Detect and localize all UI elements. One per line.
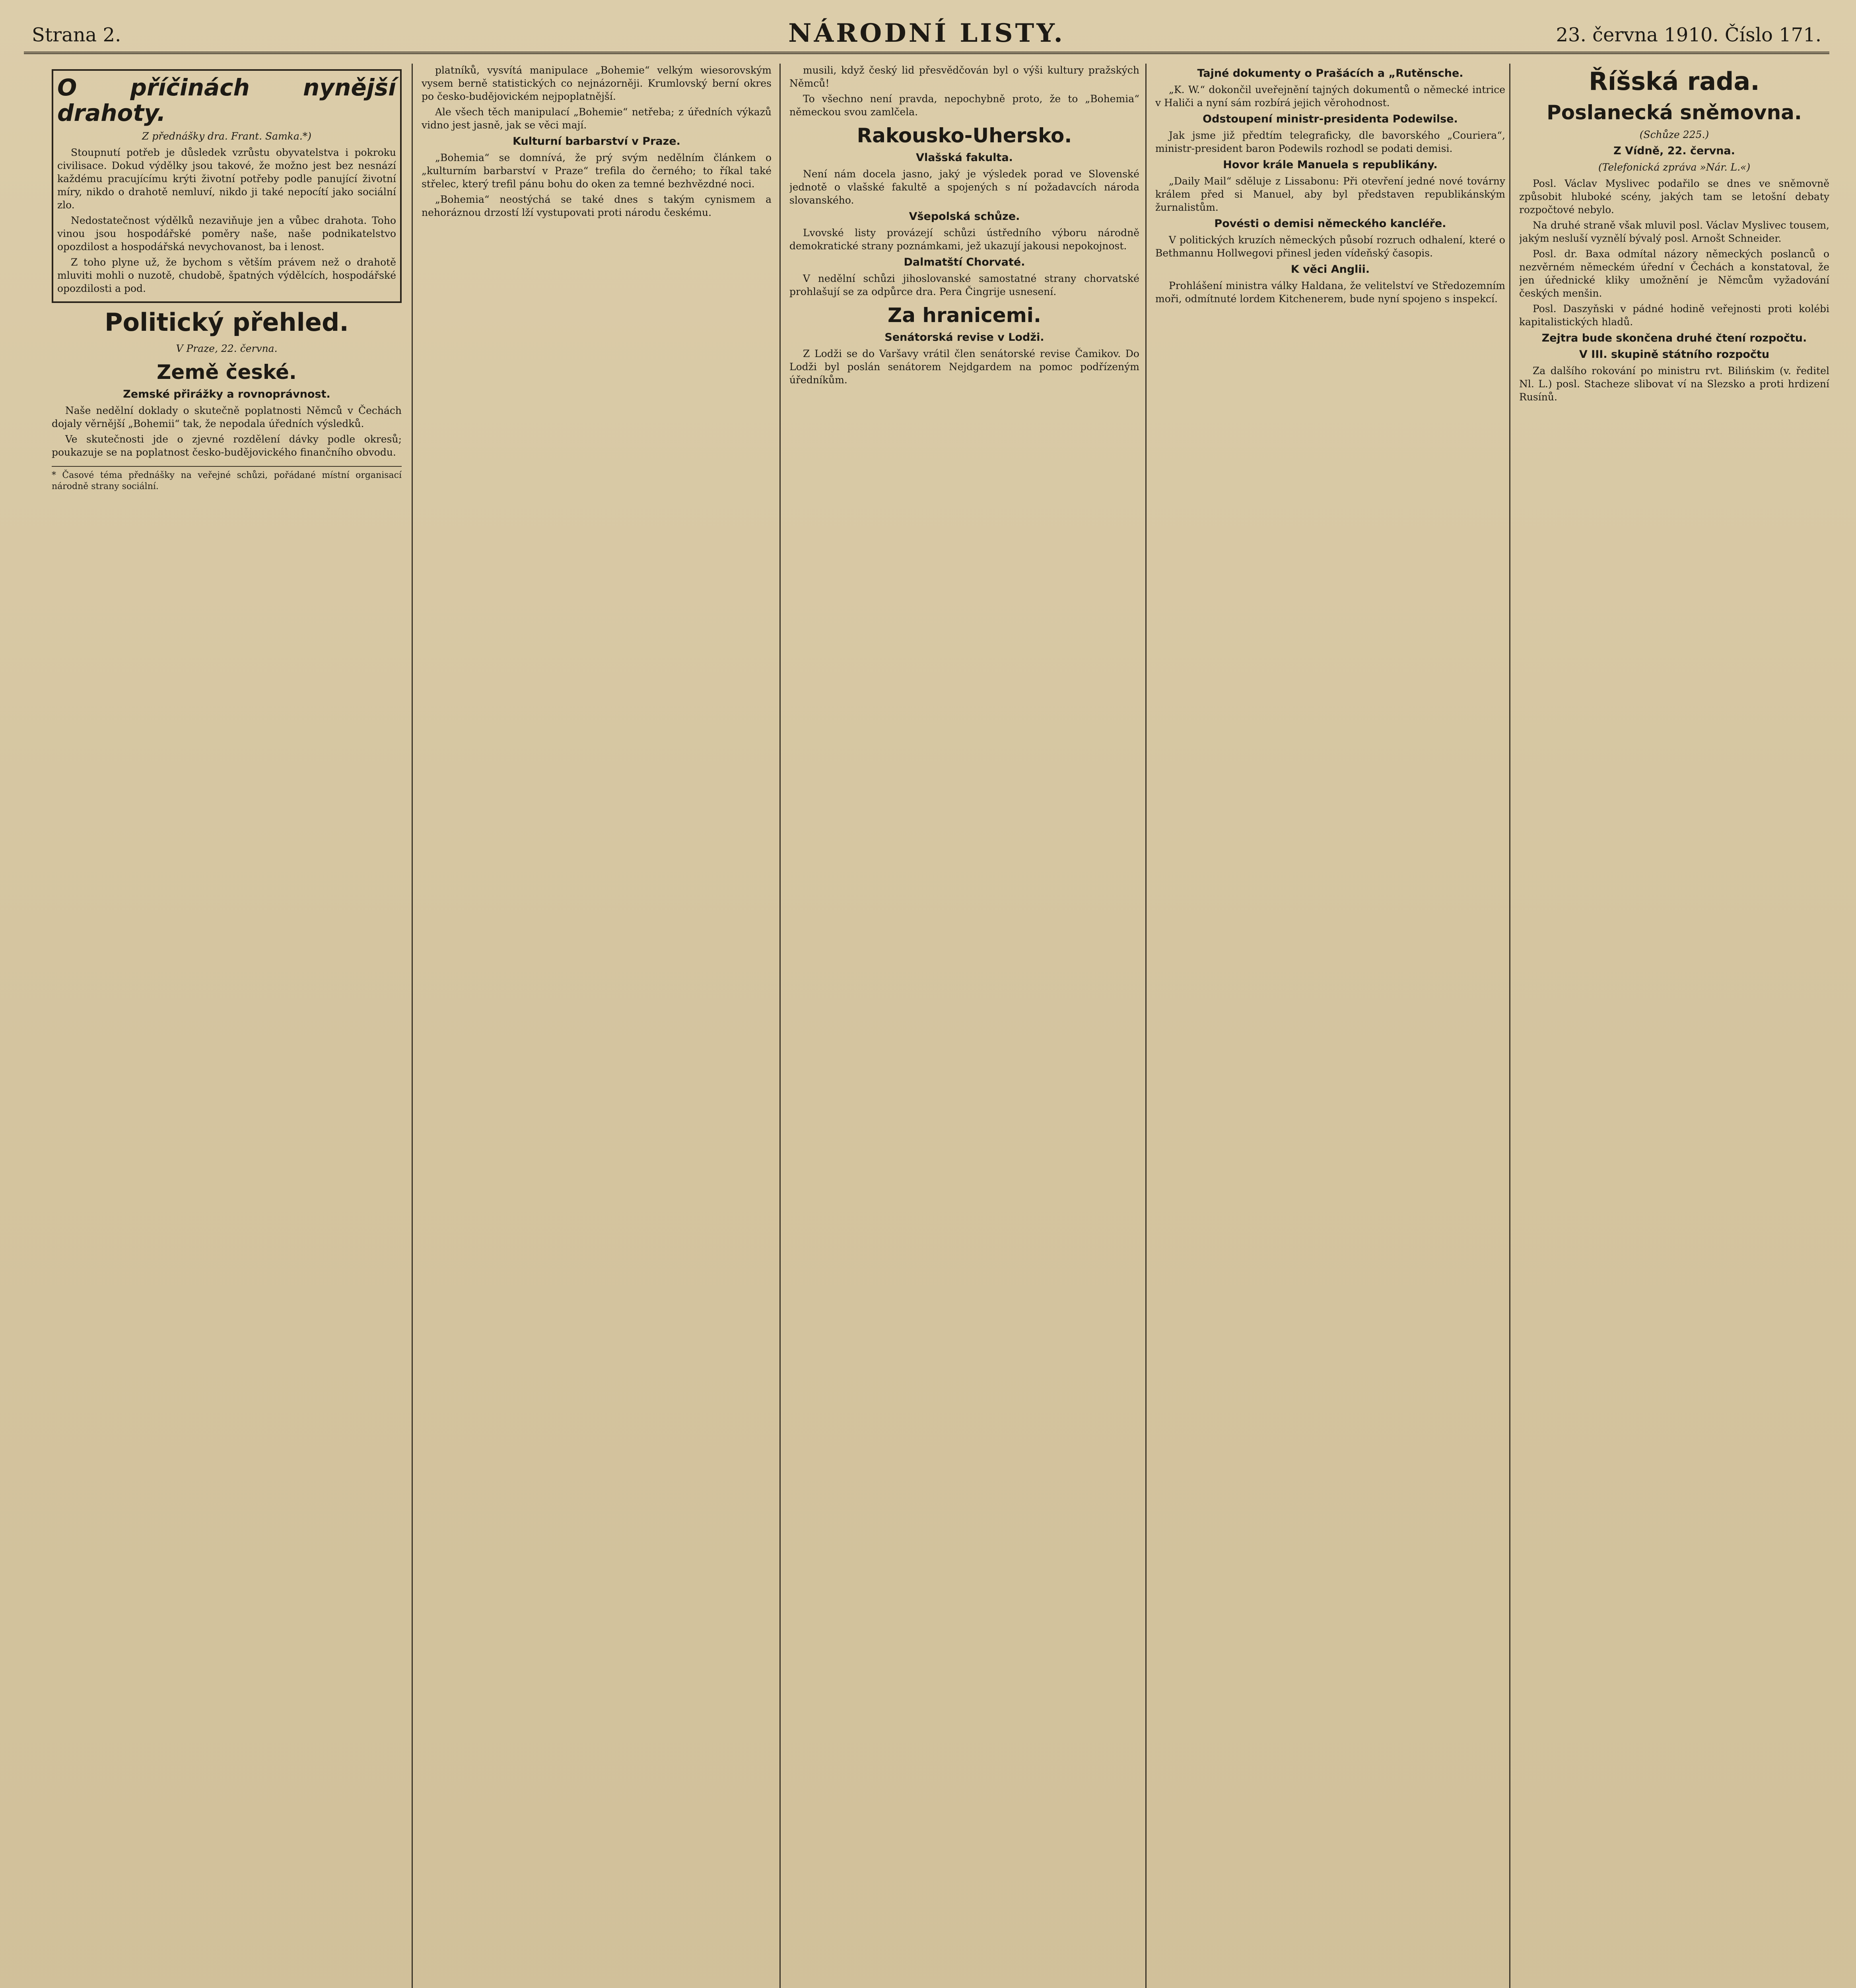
column-rule [779, 64, 781, 1988]
paragraph: Na druhé straně však mluvil posl. Václav Myslivec tousem, jakým nesluší vyznělí bývalý posl. Arnošt Schneider. [1519, 219, 1829, 244]
paragraph: musili, když český lid přesvědčován byl o výši kultury pražských Němců! [789, 64, 1139, 89]
paragraph: V politických kruzích německých působí rozruch odhalení, které o Bethmannu Hollwegovi přinesl jeden vídeňský časopis. [1155, 234, 1505, 259]
paragraph: Naše nedělní doklady o skutečně poplatnosti Němců v Čechách dojaly věrnější „Bohemii“ tak, že nepodala úředních výsledků. [52, 405, 402, 429]
column-1 [52, 64, 402, 1988]
source-note: (Telefonická zpráva »Nár. L.«) [1598, 161, 1751, 173]
section-heading: Rakousko-Uhersko. [857, 124, 1072, 147]
paragraph: Posl. Václav Myslivec podařilo se dnes ve sněmovně způsobit hluboké scény, jakých tam se letošní debaty rozpočtové nebylo. [1519, 178, 1829, 215]
paragraph: Prohlášení ministra války Haldana, že velitelství ve Středozemním moři, odmítnuté lordem Kitchenerem, bude nyní spojeno s inspekcí. [1155, 280, 1505, 305]
article-byline: Z přednášky dra. Frant. Samka.*) [142, 130, 312, 142]
paragraph: Stoupnutí potřeb je důsledek vzrůstu obyvatelstva i pokroku civilisace. Dokud výdělky jsou takové, že možno jest bez nesnází každému pracujícímu krýti životní potřeby podle panující životní míry, nikdo o drahotě nemluví, nikdo ji také nepocítí jako sociální zlo. [57, 147, 396, 211]
subheading: Hovor krále Manuela s republikány. [1223, 159, 1438, 171]
issue-date: 23. června 1910. Číslo 171. [1556, 24, 1821, 46]
subheading: Vlašská fakulta. [916, 151, 1013, 164]
paragraph: Z Lodži se do Varšavy vrátil člen senátorské revise Čamikov. Do Lodži byl poslán senátorem Nejdgardem na pomoc podřízeným úředníkům. [789, 348, 1139, 386]
column-2 [422, 64, 772, 1988]
paragraph: V nedělní schůzi jihoslovanské samostatné strany chorvatské prohlašují se za odpůrce dra. Pera Čingrije usnesení. [789, 273, 1139, 297]
paragraph: To všechno není pravda, nepochybně proto, že to „Bohemia“ německou svou zamlčela. [789, 93, 1139, 118]
paragraph: Ve skutečnosti jde o zjevné rozdělení dávky podle okresů; poukazuje se na poplatnost česko-budějovického finančního obvodu. [52, 433, 402, 458]
subheading: K věci Anglii. [1290, 263, 1370, 276]
paragraph: „K. W.“ dokončil uveřejnění tajných dokumentů o německé intrice v Haliči a nyní sám rozbírá jejich věrohodnost. [1155, 84, 1505, 109]
section-title: Politický přehled. [105, 308, 349, 337]
subheading: V III. skupině státního rozpočtu [1579, 348, 1770, 361]
column-3 [789, 64, 1139, 1988]
column-rule [1145, 64, 1147, 1988]
subheading: Zemské přirážky a rovnoprávnost. [123, 388, 330, 400]
paragraph: „Bohemia“ neostýchá se také dnes s takým cynismem a nehoráznou drzostí lží vystupovati proti národu českému. [422, 194, 772, 218]
paragraph: Za dalšího rokování po ministru rvt. Bilińskim (v. ředitel Nl. L.) posl. Stacheze slibovat ví na Slezsko a proti hrdizení Rusínů. [1519, 365, 1829, 403]
page-number: Strana 2. [32, 24, 121, 46]
paragraph: Lvovské listy provázejí schůzi ústředního výboru národně demokratické strany poznámkami, jež ukazují jakousi nepokojnost. [789, 227, 1139, 252]
paragraph: „Daily Mail“ sděluje z Lissabonu: Při otevření jedné nové továrny králem před si Manuel, aby byl představen republikánským žurnalistům. [1155, 175, 1505, 213]
subheading: Dalmatští Chorvaté. [904, 256, 1025, 268]
paragraph: Z toho plyne už, že bychom s větším právem než o drahotě mluviti mohli o nuzotě, chudobě, špatných výdělcích, hospodářské opozdilosti a pod. [57, 256, 396, 294]
column-5 [1519, 64, 1829, 1988]
paragraph: Jak jsme již předtím telegraficky, dle bavorského „Couriera“, ministr-president baron Podewils rozhodl se podati demisi. [1155, 130, 1505, 154]
column-rule [412, 64, 413, 1988]
session-number: (Schůze 225.) [1639, 129, 1709, 140]
dateline: V Praze, 22. června. [176, 343, 278, 354]
subheading: Povésti o demisi německého kancléře. [1214, 217, 1446, 230]
section-heading: Země české. [157, 361, 297, 384]
subheading: Kulturní barbarství v Praze. [513, 135, 680, 148]
masthead-title: NÁRODNÍ LISTY. [788, 18, 1065, 48]
subheading: Tajné dokumenty o Prašácích a „Rutěnsche. [1197, 67, 1463, 80]
column-4 [1155, 64, 1505, 1988]
section-title: Říšská rada. [1589, 67, 1760, 96]
paragraph: Nedostatečnost výdělků nezaviňuje jen a vůbec drahota. Toho vinou jsou hospodářské poměry naše, naše podnikatelstvo opozdilost a hospodářská nevychovanost, ba i lenost. [57, 215, 396, 252]
paragraph: „Bohemia“ se domnívá, že prý svým nedělním článkem o „kulturním barbarství v Praze“ trefila do černého; to říkal také střelec, který trefil pánu bohu do oken za temné bezhvězdné noci. [422, 152, 772, 190]
paragraph: platníků, vysvítá manipulace „Bohemie“ velkým wiesorovským vysem berně statistických co nejnázorněji. Krumlovský berní okres po česko-budějovickém nejpoplatnější. [422, 64, 772, 102]
paragraph: Ale všech těch manipulací „Bohemie“ netřeba; z úředních výkazů vidno jest jasně, jak se věci mají. [422, 106, 772, 131]
footnote: * Časové téma přednášky na veřejné schůzi, pořádané místní organisací národně strany sociální. [52, 466, 402, 492]
column-rule [1509, 64, 1510, 1988]
paragraph: Není nám docela jasno, jaký je výsledek porad ve Slovenské jednotě o vlašské fakultě a spojených s ní požadavcích národa slovanského. [789, 168, 1139, 206]
subheading: Odstoupení ministr-presidenta Podewilse. [1203, 113, 1458, 125]
section-heading: Za hranicemi. [888, 304, 1041, 327]
subheading: Senátorská revise v Lodži. [884, 331, 1044, 344]
paragraph: Posl. Daszyňski v pádné hodině veřejnosti proti kolébi kapitalistických hladů. [1519, 303, 1829, 328]
subheading: Zejtra bude skončena druhé čtení rozpočtu. [1541, 332, 1807, 344]
paragraph: Posl. dr. Baxa odmítal názory německých poslanců o nezvěrném německém úřední v Čechách a konstatoval, že jen úřednické kliky umožnění je Němcům vyžadování českých menšin. [1519, 248, 1829, 299]
dateline: Z Vídně, 22. června. [1613, 145, 1735, 157]
section-heading: Poslanecká sněmovna. [1547, 101, 1802, 124]
lead-article [52, 69, 402, 303]
article-title: O příčinách nynější drahoty. [57, 74, 396, 126]
page-header [24, 16, 1829, 54]
subheading: Všepolská schůze. [909, 210, 1020, 223]
